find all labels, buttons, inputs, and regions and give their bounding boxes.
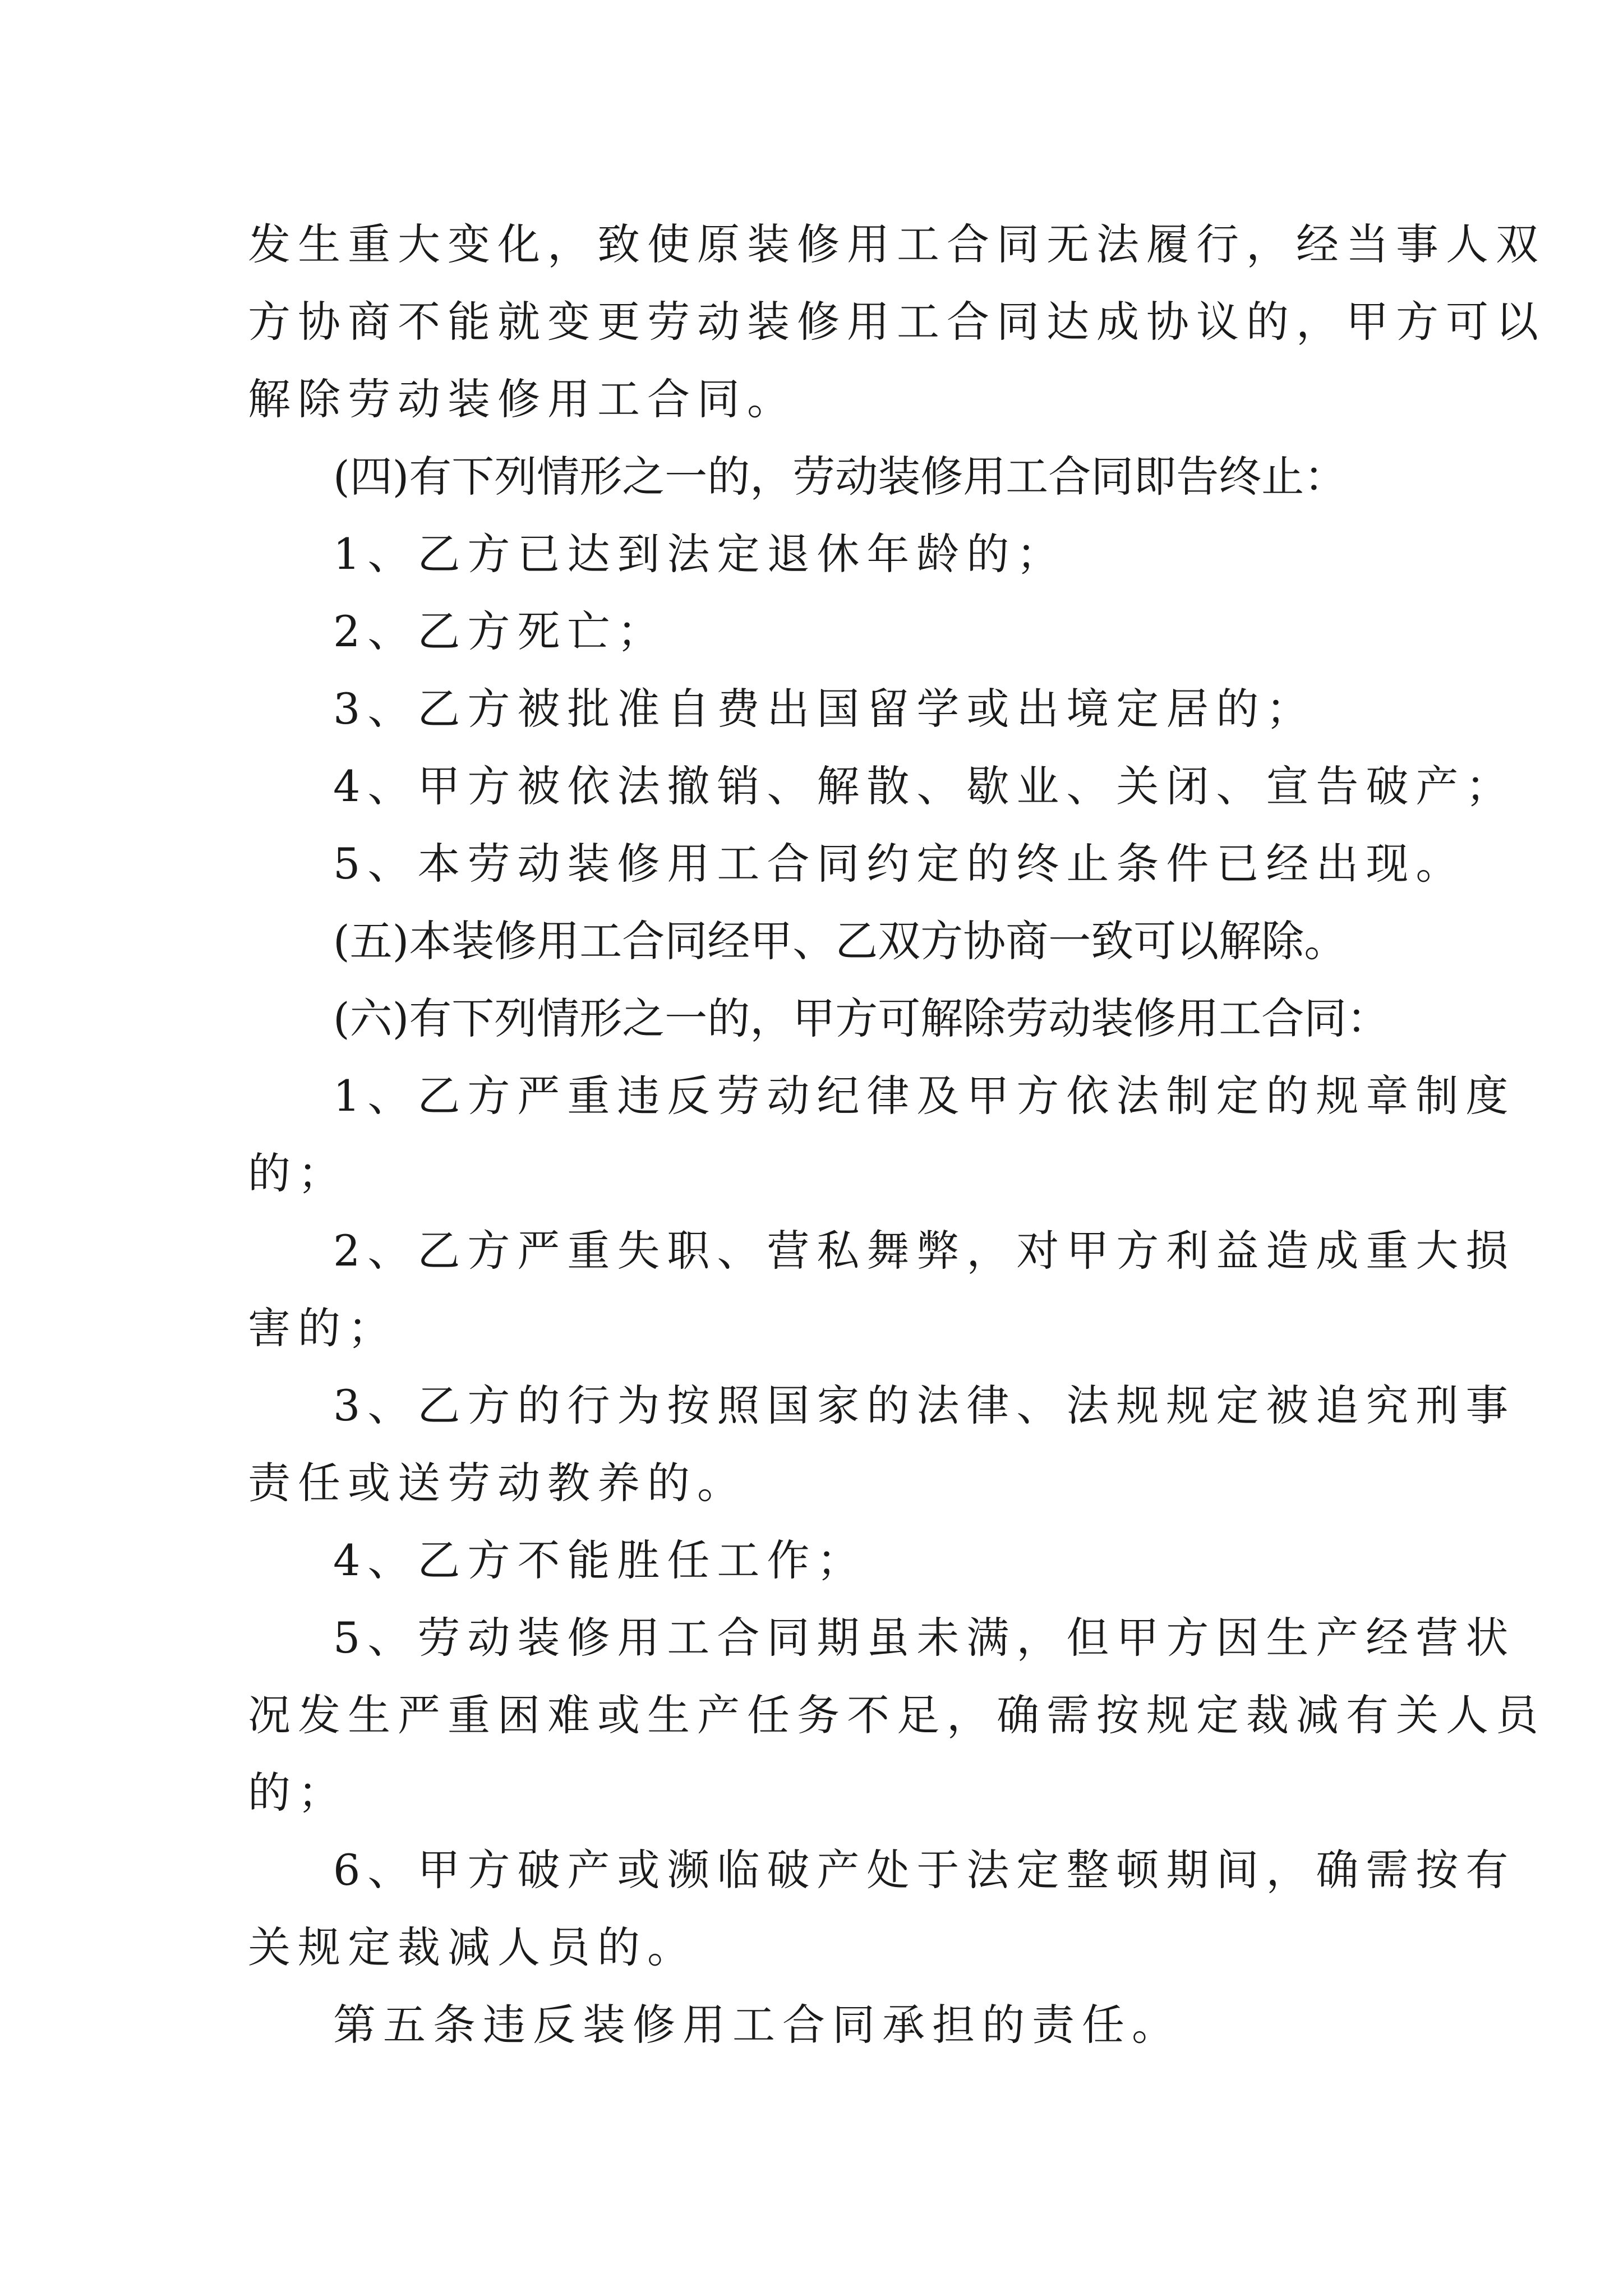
article-heading: 第五条违反装修用工合同承担的责任。 <box>333 2000 1182 2050</box>
paragraph-line: 方协商不能就变更劳动装修用工合同达成协议的，甲方可以 <box>248 297 1546 347</box>
clause-heading: (四)有下列情形之一的，劳动装修用工合同即告终止： <box>333 452 1347 501</box>
list-item: 1、乙方严重违反劳动纪律及甲方依法制定的规章制度 <box>333 1071 1516 1121</box>
clause-heading: (五)本装修用工合同经甲、乙双方协商一致可以解除。 <box>333 916 1347 966</box>
list-item-continuation: 的； <box>248 1148 348 1198</box>
list-item-continuation: 况发生严重困难或生产任务不足，确需按规定裁减有关人员 <box>248 1690 1546 1740</box>
list-item: 3、乙方的行为按照国家的法律、法规规定被追究刑事 <box>333 1381 1516 1430</box>
list-item-continuation: 害的； <box>248 1303 398 1353</box>
list-item: 4、甲方被依法撤销、解散、歇业、关闭、宣告破产； <box>333 761 1516 811</box>
clause-heading: (六)有下列情形之一的，甲方可解除劳动装修用工合同： <box>333 993 1390 1043</box>
list-item: 4、乙方不能胜任工作； <box>333 1535 867 1585</box>
paragraph-line: 解除劳动装修用工合同。 <box>248 374 797 424</box>
list-item-continuation: 的； <box>248 1768 348 1818</box>
list-item: 2、乙方严重失职、营私舞弊，对甲方利益造成重大损 <box>333 1226 1516 1276</box>
list-item: 3、乙方被批准自费出国留学或出境定居的； <box>333 684 1316 734</box>
list-item: 1、乙方已达到法定退休年龄的； <box>333 529 1067 579</box>
list-item: 6、甲方破产或濒临破产处于法定整顿期间，确需按有 <box>333 1845 1516 1895</box>
list-item: 5、本劳动装修用工合同约定的终止条件已经出现。 <box>333 839 1466 889</box>
paragraph-line: 发生重大变化，致使原装修用工合同无法履行，经当事人双 <box>248 219 1546 269</box>
list-item: 2、乙方死亡； <box>333 606 667 656</box>
list-item-continuation: 责任或送劳动教养的。 <box>248 1458 747 1508</box>
list-item-continuation: 关规定裁减人员的。 <box>248 1922 697 1972</box>
list-item: 5、劳动装修用工合同期虽未满，但甲方因生产经营状 <box>333 1613 1516 1663</box>
